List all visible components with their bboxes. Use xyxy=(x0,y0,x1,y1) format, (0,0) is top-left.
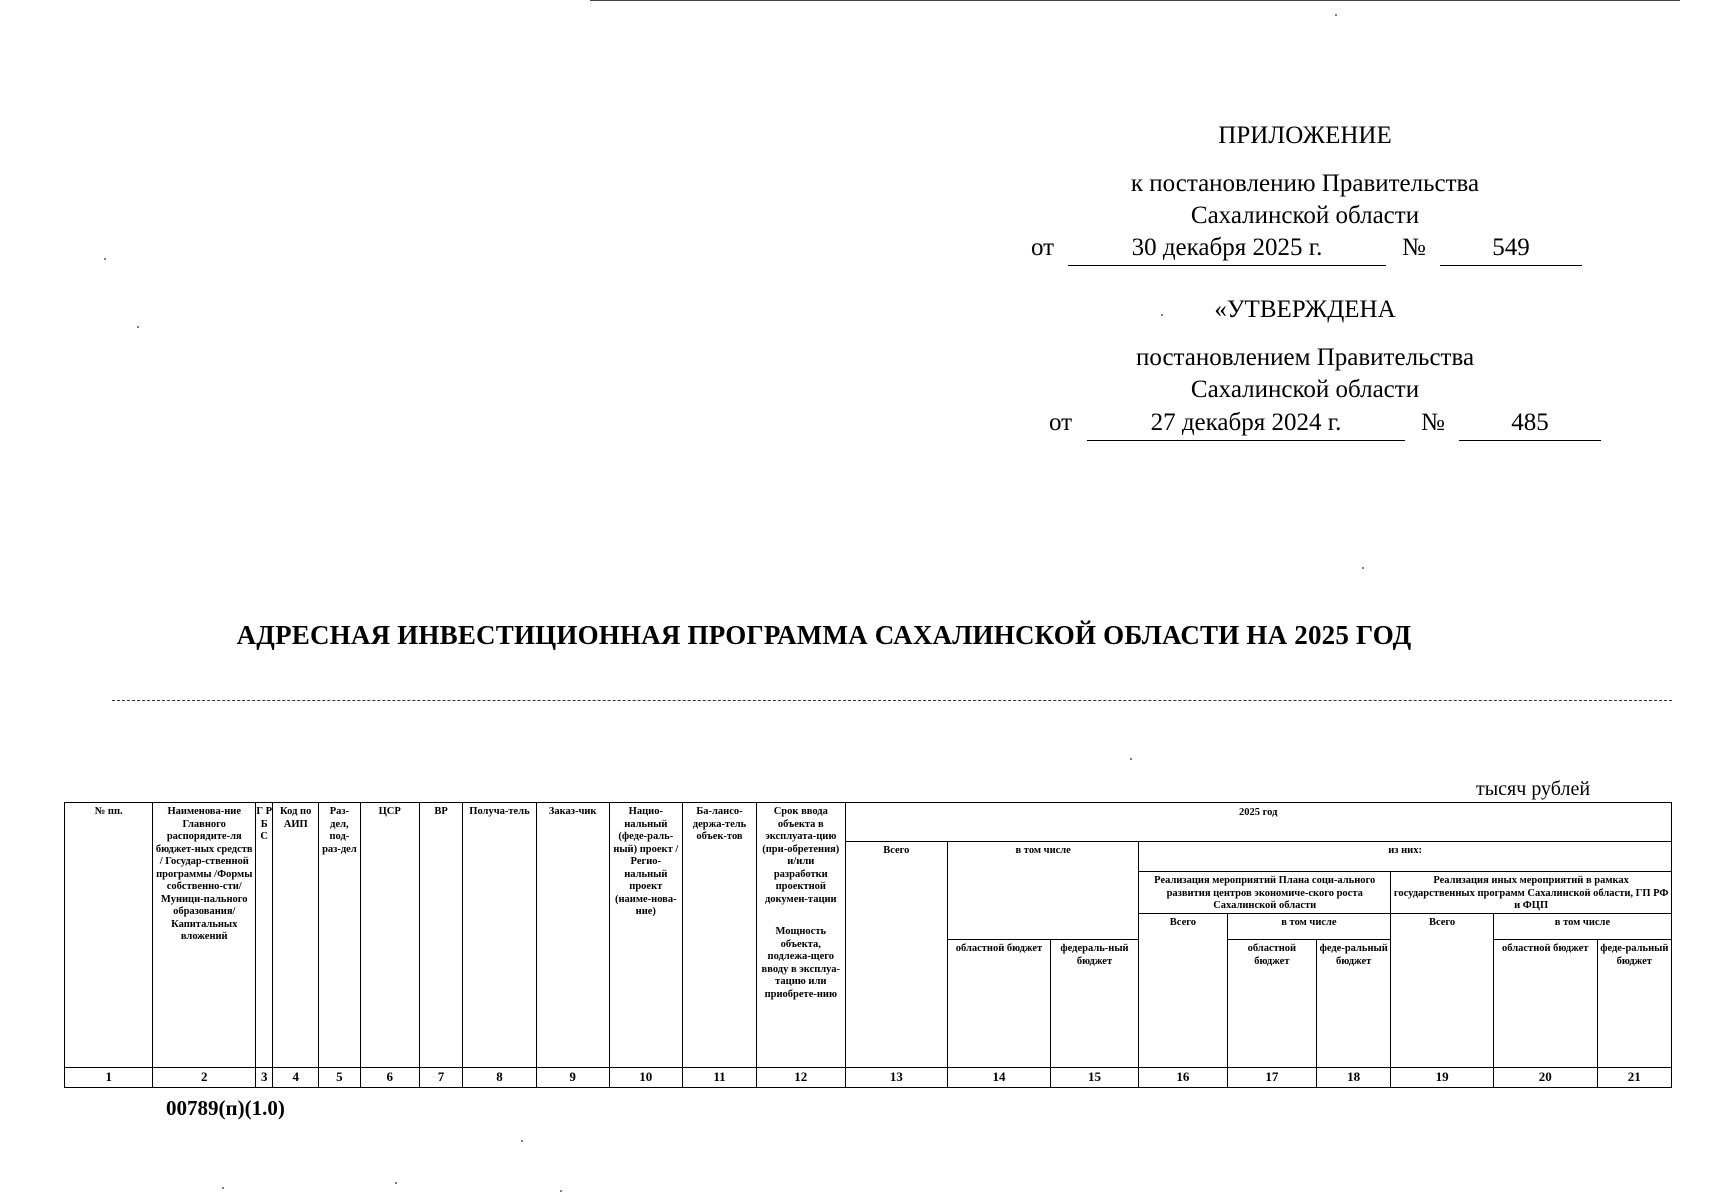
plan-group-header: Реализация мероприятий Плана соци-ального развития центров экономиче-ского роста Сахалинской области xyxy=(1139,872,1391,914)
column-number: 1 xyxy=(65,1068,153,1088)
column-number: 4 xyxy=(273,1068,319,1088)
regional-budget-header-17: областной бюджет xyxy=(1227,940,1316,1068)
approved-no-sign: № xyxy=(1421,409,1445,436)
column-number: 12 xyxy=(757,1068,845,1088)
appendix-date: 30 декабря 2025 г. xyxy=(1131,234,1323,261)
federal-budget-header-21: феде-ральный бюджет xyxy=(1597,940,1671,1068)
column-number: 14 xyxy=(948,1068,1051,1088)
units-label: тысяч рублей xyxy=(1476,778,1591,800)
scan-speck xyxy=(560,1190,562,1192)
approved-date-underline xyxy=(1087,440,1405,441)
col-header-11: Ба-лансо-держа-тель объек-тов xyxy=(682,803,756,1068)
regional-budget-header-20: областной бюджет xyxy=(1493,940,1597,1068)
including-header-17-18: в том числе xyxy=(1227,914,1391,940)
column-number: 21 xyxy=(1597,1068,1671,1088)
column-number: 19 xyxy=(1391,1068,1494,1088)
appendix-number-underline xyxy=(1440,265,1582,266)
blank-cell xyxy=(948,872,1139,914)
total-header-16: Всего xyxy=(1139,914,1227,1068)
col-header-1: № пп. xyxy=(65,803,153,1068)
blank-cell xyxy=(948,914,1139,940)
including-header-14-15: в том числе xyxy=(948,842,1139,872)
scan-speck xyxy=(222,1187,224,1189)
col-header-12-capacity: Мощность объекта, подлежа-щего вводу в эксплуа-тацию или приобрете-нию xyxy=(761,926,841,1000)
other-group-header: Реализация иных мероприятий в рамках государственных программ Сахалинской области, ГП РФ и ФЦП xyxy=(1391,872,1672,914)
col-header-10: Нацио-нальный (феде-раль-ный) проект / Регио-нальный проект (наиме-нова-ние) xyxy=(609,803,682,1068)
year-header: 2025 год xyxy=(845,803,1672,842)
col-header-9: Заказ-чик xyxy=(536,803,609,1068)
document-title xyxy=(0,620,1716,651)
scan-speck xyxy=(521,1140,523,1142)
column-number: 7 xyxy=(419,1068,463,1088)
appendix-line1: к постановлению Правительства xyxy=(1130,170,1480,197)
total-header-13: Всего xyxy=(845,842,948,1068)
appendix-no-sign: № xyxy=(1402,234,1426,261)
column-number: 15 xyxy=(1050,1068,1138,1088)
col-header-12-term: Срок ввода объекта в эксплуата-цию (при-обретения) и/или разработки проектной докумен-тации xyxy=(762,806,840,905)
col-header-7: ВР xyxy=(419,803,463,1068)
appendix-ot: от xyxy=(1031,234,1055,261)
appendix-number: 549 xyxy=(1492,234,1530,261)
document-code: 00789(п)(1.0) xyxy=(166,1096,285,1120)
federal-budget-header-15: федераль-ный бюджет xyxy=(1050,940,1138,1068)
column-number: 11 xyxy=(682,1068,756,1088)
federal-budget-header-18: феде-ральный бюджет xyxy=(1317,940,1391,1068)
regional-budget-header-14: областной бюджет xyxy=(948,940,1051,1068)
investment-table-header xyxy=(64,802,1672,1088)
col-header-6: ЦСР xyxy=(360,803,419,1068)
column-number: 6 xyxy=(360,1068,419,1088)
column-number: 9 xyxy=(536,1068,609,1088)
col-header-12 xyxy=(757,803,845,1068)
column-number: 10 xyxy=(609,1068,682,1088)
scan-speck xyxy=(395,1182,397,1184)
approved-line2: Сахалинской области xyxy=(1190,376,1420,403)
approved-date: 27 декабря 2024 г. xyxy=(1150,409,1342,436)
column-number: 5 xyxy=(319,1068,361,1088)
scan-speck xyxy=(1130,758,1132,760)
column-number: 16 xyxy=(1139,1068,1227,1088)
col-header-2: Наименова-ние Главного распорядите-ля бюджет-ных средств / Государ-ственной программы /Формы собственно-сти/ Муници-пального образования/ Капитальных вложений xyxy=(153,803,256,1068)
of-them-header: из них: xyxy=(1139,842,1672,872)
including-header-20-21: в том числе xyxy=(1493,914,1671,940)
dashed-separator xyxy=(112,700,1672,701)
scan-speck xyxy=(137,326,139,328)
col-header-3: Г Р Б С xyxy=(256,803,273,1068)
total-header-19: Всего xyxy=(1391,914,1494,1068)
column-number: 13 xyxy=(845,1068,948,1088)
approved-line1: постановлением Правительства xyxy=(1135,344,1475,371)
column-number: 2 xyxy=(153,1068,256,1088)
column-number: 18 xyxy=(1317,1068,1391,1088)
approved-ot: от xyxy=(1049,409,1073,436)
appendix-line2: Сахалинской области xyxy=(1190,202,1420,229)
scan-speck xyxy=(1362,567,1364,569)
scan-speck xyxy=(1161,314,1163,316)
col-header-4: Код по АИП xyxy=(273,803,319,1068)
approved-number-underline xyxy=(1459,440,1601,441)
document-title-text: АДРЕСНАЯ ИНВЕСТИЦИОННАЯ ПРОГРАММА САХАЛИНСКОЙ ОБЛАСТИ НА 2025 ГОД xyxy=(236,620,1412,650)
scan-top-edge xyxy=(590,0,1680,1)
column-number: 3 xyxy=(256,1068,273,1088)
column-number: 17 xyxy=(1227,1068,1316,1088)
column-number: 20 xyxy=(1493,1068,1597,1088)
col-header-5: Раз-дел, под-раз-дел xyxy=(319,803,361,1068)
appendix-date-underline xyxy=(1068,265,1386,266)
appendix-title: ПРИЛОЖЕНИЕ xyxy=(1218,122,1392,149)
col-header-8: Получа-тель xyxy=(463,803,536,1068)
approved-title: «УТВЕРЖДЕНА xyxy=(1214,296,1396,323)
column-number: 8 xyxy=(463,1068,536,1088)
scan-speck xyxy=(1335,14,1337,16)
approved-number: 485 xyxy=(1511,409,1549,436)
scan-speck xyxy=(104,258,106,260)
